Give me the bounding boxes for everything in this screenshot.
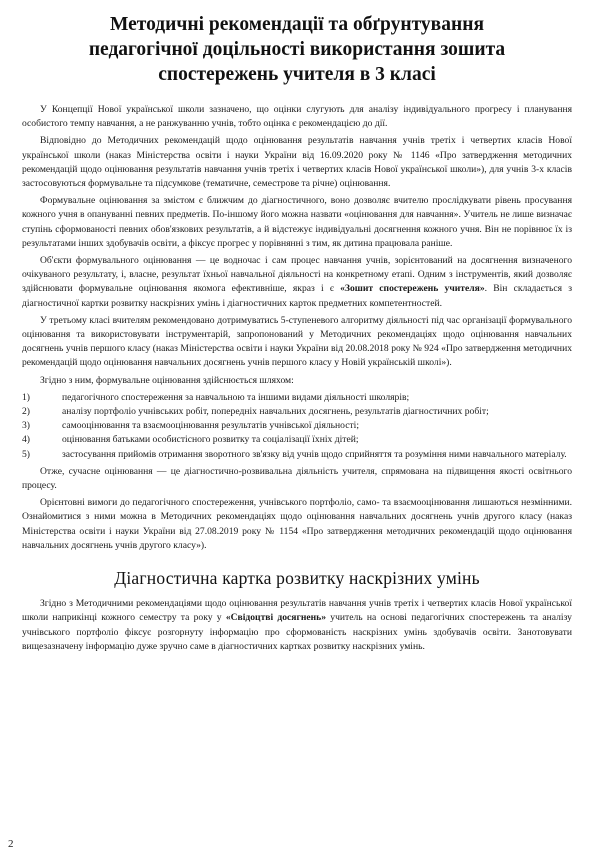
list-item-number: 3)	[22, 420, 30, 432]
list-item	[22, 405, 572, 419]
list-item-number: 2)	[22, 406, 30, 418]
list-item-number: 4)	[22, 434, 30, 446]
paragraph-guidelines: Відповідно до Методичних рекомендацій щодо оцінювання результатів навчання учнів третіх і четвертих класів Нової української школи (наказ Міністерства освіти і науки України від 16.09.2020 року № 1146 «Про затвердження методичних рекомендацій щодо оцінювання результатів навчання учнів третіх і четвертих класів Нової української школи»), для учнів 3-х класів застосовуються формувальне та підсумкове (тематичне, семестрове та річне) оцінювання.	[22, 135, 572, 190]
list-item	[22, 391, 572, 405]
page-number: 2	[8, 838, 14, 850]
paragraph-objects-text-1: Об'єкти формувального оцінювання — це водночас і сам процес навчання учнів, зорієнтований на досягнення визначеного очікуваного результату, і, власне, результат їхньої навчальної діяльності на конкретному етапі. Одним з інструментів, який дозволяє здійснювати формувальне оцінювання якомога ефективніше, якраз і є	[22, 255, 572, 295]
list-item	[22, 448, 572, 462]
certificate-title-bold: «Свідоцтві досягнень»	[225, 612, 327, 624]
list-item-text: педагогічного спостереження за навчальною та іншими видами діяльності школярів;	[62, 391, 410, 403]
list-item-text: аналізу портфоліо учнівських робіт, попередніх навчальних досягнень, результатів діагностичних робіт;	[62, 406, 489, 418]
paragraph-objects	[22, 254, 572, 311]
list-item	[22, 433, 572, 447]
list-item-number: 1)	[22, 391, 30, 403]
list-item-text: застосування прийомів отримання зворотного зв'язку від учнів щодо сприйняття та розуміння ними навчального матеріалу.	[62, 448, 567, 460]
page-title	[22, 12, 572, 87]
notebook-title-bold: «Зошит спостережень учителя»	[340, 283, 485, 295]
paragraph-concept: У Концепції Нової української школи зазначено, що оцінки слугують для аналізу індивідуального прогресу і планування особистого темпу навчання, а не ранжуванню учнів, тобто оцінка є рекомендацією до дії.	[22, 104, 572, 130]
title-line-2: педагогічної доцільності використання зошита	[88, 39, 506, 60]
methods-list	[22, 391, 572, 462]
list-item-text: самооцінювання та взаємооцінювання результатів учнівської діяльності;	[62, 420, 359, 432]
list-item-text: оцінювання батьками особистісного розвитку та соціалізації їхніх дітей;	[62, 434, 359, 446]
list-item-number: 5)	[22, 448, 30, 460]
paragraph-requirements: Орієнтовні вимоги до педагогічного спостереження, учнівського портфоліо, само- та взаємооцінювання лишаються незмінними. Ознайомитися з ними можна в Методичних рекомендаціях щодо оцінювання навчальних досягнень учнів другого класу (наказ Міністерства освіти і науки України від 27.08.2019 року № 1154 «Про затвердження методичних рекомендацій щодо оцінювання навчальних досягнень учнів другого класу»).	[22, 497, 572, 551]
paragraph-objects-text-2: . Він складається з діагностичної картки розвитку наскрізних умінь і діагностичних карток предметних компетентностей.	[22, 283, 572, 309]
list-item	[22, 419, 572, 433]
paragraph-section	[22, 597, 572, 654]
paragraph-formative: Формувальне оцінювання за змістом є ближчим до діагностичного, воно дозволяє вчителю прослідкувати рівень просування кожного учня в опануванні певних предметів. По-іншому його можна назвати «оцінювання для навчання». Учитель не лише визначає ступінь сформованості певних обов'язкових результатів, а й відстежує індивідуальні досягнення кожного учня. Він не порівнює їх із результатами інших здобувачів освіти, а фіксує прогрес у порівнянні з тим, як дитина працювала раніше.	[22, 195, 572, 249]
paragraph-section-text-2: учитель на основі педагогічних спостережень та аналізу учнівського портфоліо фіксує розгорнуту інформацію про сформованість наскрізних умінь здобувачів освіти. Занотовувати вищезазначену інформацію дуже зручно саме в діагностичних картках розвитку наскрізних умінь.	[22, 612, 572, 652]
section-title: Діагностична картка розвитку наскрізних умінь	[114, 568, 480, 589]
title-line-1: Методичні рекомендації та обґрунтування	[109, 14, 484, 35]
list-intro: Згідно з ним, формувальне оцінювання здійснюється шляхом:	[40, 374, 294, 386]
paragraph-section-text-1: Згідно з Методичними рекомендаціями щодо оцінювання результатів навчання учнів третіх і четвертих класів Нової української школи наприкінці кожного семестру та року у	[22, 598, 572, 624]
paragraph-third-class: У третьому класі вчителям рекомендовано дотримуватись 5-ступеневого алгоритму діяльності під час організації формувального оцінювання та використовувати інструментарій, запропонований у Методичних рекомендаціях щодо оцінювання навчальних досягнень учнів першого класу (наказ Міністерства освіти і науки України від 20.08.2018 року № 924 «Про затвердження методичних рекомендацій щодо оцінювання навчальних досягнень учнів першого класу у Новій українській школі»).	[22, 314, 572, 369]
paragraph-modern-assessment: Отже, сучасне оцінювання — це діагностично-розвивальна діяльність учителя, спрямована на підвищення якості освітнього процесу.	[22, 465, 572, 492]
title-line-3: спостережень учителя в 3 класі	[158, 64, 436, 85]
